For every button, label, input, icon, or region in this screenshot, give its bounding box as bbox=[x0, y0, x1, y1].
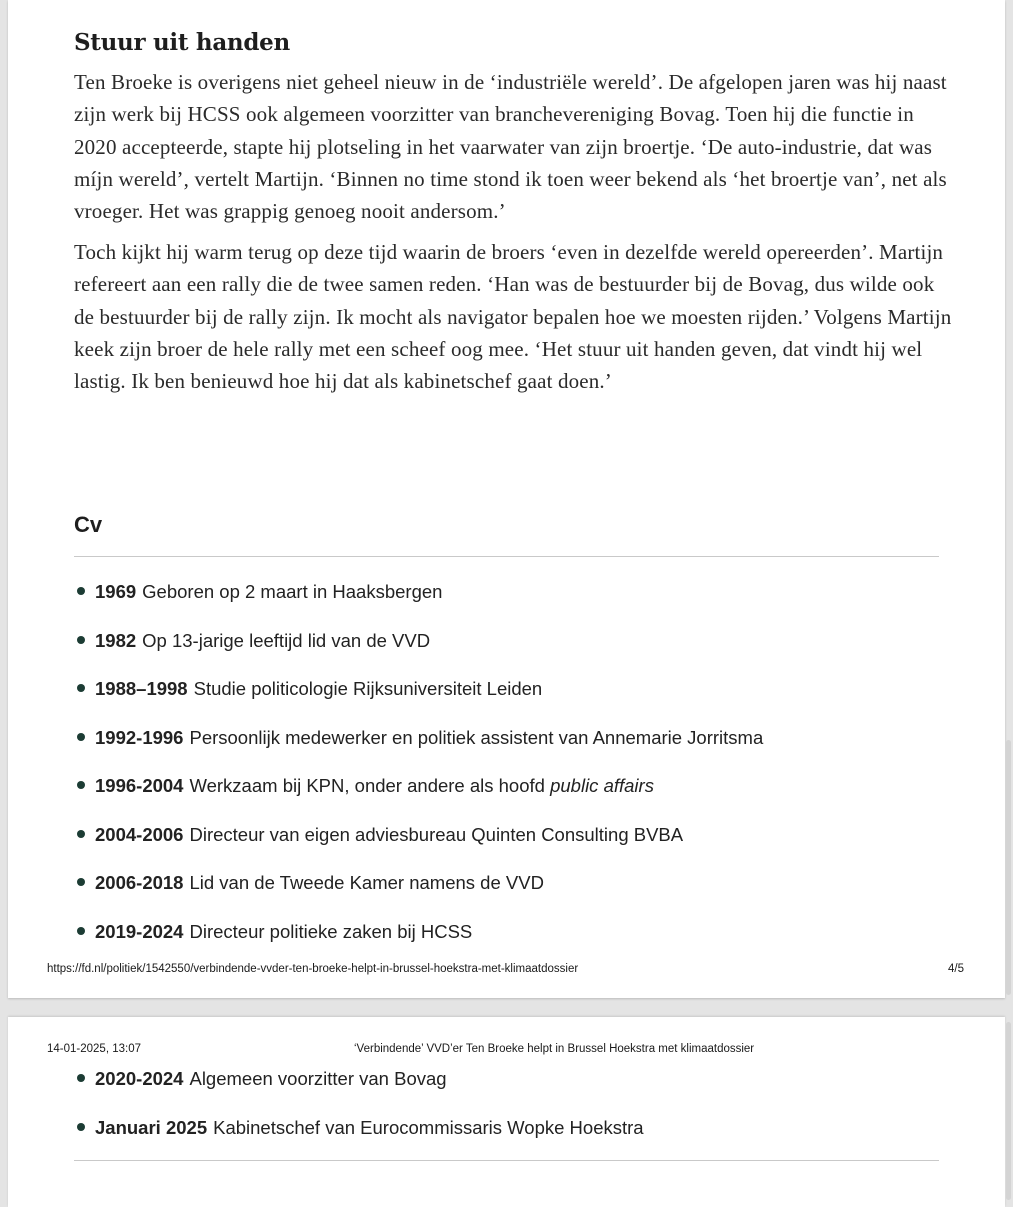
scrollbar-thumb[interactable] bbox=[1006, 1022, 1011, 1200]
cv-item bbox=[74, 769, 763, 818]
pdf-page-4 bbox=[8, 0, 1005, 998]
cv-description: Directeur van eigen adviesbureau Quinten Consulting BVBA bbox=[189, 823, 684, 845]
bullet-icon bbox=[77, 781, 85, 789]
cv-year: 1992-1996 bbox=[95, 726, 184, 748]
cv-end-divider bbox=[74, 1160, 939, 1161]
print-footer-url: https://fd.nl/politiek/1542550/verbindende-vvder-ten-broeke-helpt-in-brussel-hoekstra-met-klimaatdossier bbox=[47, 963, 579, 975]
cv-description: Werkzaam bij KPN, onder andere als hoofd bbox=[189, 775, 551, 796]
print-header-date: 14-01-2025, 13:07 bbox=[47, 1043, 141, 1055]
bullet-icon bbox=[77, 733, 85, 741]
cv-list bbox=[74, 575, 763, 963]
print-header-title: ‘Verbindende’ VVD’er Ten Broeke helpt in Brussel Hoekstra met klimaatdossier bbox=[354, 1043, 755, 1055]
bullet-icon bbox=[77, 1123, 85, 1131]
bullet-icon bbox=[77, 927, 85, 935]
cv-item bbox=[74, 575, 763, 624]
bullet-icon bbox=[77, 684, 85, 692]
cv-description-italic: public affairs bbox=[550, 775, 654, 796]
article-paragraph-2: Toch kijkt hij warm terug op deze tijd waarin de broers ‘even in dezelfde wereld opereerden’. Martijn refereert aan een rally die de twee samen reden. ‘Han was de bestuurder bij de Bovag, dus wilde ook de bestuurder bij de rally zijn. Ik mocht als navigator bepalen hoe we moesten rijden.’ Volgens Martijn keek zijn broer de hele rally met een scheef oog mee. ‘Het stuur uit handen geven, dat vindt hij wel lastig. Ik ben benieuwd hoe hij dat als kabinetschef gaat doen.’ bbox=[74, 240, 952, 394]
bullet-icon bbox=[77, 636, 85, 644]
scrollbar-thumb[interactable] bbox=[1006, 740, 1011, 995]
cv-item bbox=[74, 866, 763, 915]
cv-item bbox=[74, 721, 763, 770]
cv-description: Geboren op 2 maart in Haaksbergen bbox=[142, 581, 443, 602]
article-paragraph-1: Ten Broeke is overigens niet geheel nieuw in de ‘industriële wereld’. De afgelopen jaren was hij naast zijn werk bij HCSS ook algemeen voorzitter van branchevereniging Bovag. Toen hij die functie in 2020 accepteerde, stapte hij plotseling in het vaarwater van zijn broertje. ‘De auto-industrie, dat was míjn wereld’, vertelt Martijn. ‘Binnen no time stond ik toen weer bekend als ‘het broertje van’, net als vroeger. Het was grappig genoeg nooit andersom.’ bbox=[74, 70, 947, 224]
cv-description: Directeur politieke zaken bij HCSS bbox=[189, 920, 473, 942]
cv-item bbox=[74, 1062, 644, 1111]
cv-item bbox=[74, 672, 763, 721]
cv-year: 1982 bbox=[95, 629, 137, 651]
cv-year: 1988–1998 bbox=[95, 678, 188, 699]
pdf-page-5 bbox=[8, 1017, 1005, 1207]
cv-description: Lid van de Tweede Kamer namens de VVD bbox=[189, 872, 544, 893]
cv-divider bbox=[74, 556, 939, 557]
cv-year: 2020-2024 bbox=[95, 1068, 184, 1089]
bullet-icon bbox=[77, 830, 85, 838]
cv-description: Studie politicologie Rijksuniversiteit Leiden bbox=[193, 678, 543, 699]
cv-list-continued bbox=[74, 1062, 644, 1159]
section-heading: Stuur uit handen bbox=[74, 29, 290, 56]
cv-item bbox=[74, 624, 763, 673]
cv-year: 1969 bbox=[95, 581, 137, 602]
cv-description: Kabinetschef van Eurocommissaris Wopke Hoekstra bbox=[213, 1116, 644, 1138]
cv-item bbox=[74, 1111, 644, 1160]
cv-year: Januari 2025 bbox=[95, 1116, 208, 1138]
cv-description: Persoonlijk medewerker en politiek assistent van Annemarie Jorritsma bbox=[189, 726, 764, 748]
cv-item bbox=[74, 915, 763, 964]
cv-description: Algemeen voorzitter van Bovag bbox=[189, 1068, 447, 1089]
cv-heading: Cv bbox=[74, 512, 103, 537]
bullet-icon bbox=[77, 878, 85, 886]
cv-description: Op 13-jarige leeftijd lid van de VVD bbox=[142, 629, 431, 651]
cv-year: 1996-2004 bbox=[95, 775, 184, 796]
cv-item bbox=[74, 818, 763, 867]
bullet-icon bbox=[77, 587, 85, 595]
cv-year: 2004-2006 bbox=[95, 823, 184, 845]
cv-year: 2006-2018 bbox=[95, 872, 184, 893]
cv-year: 2019-2024 bbox=[95, 920, 184, 942]
page-number: 4/5 bbox=[948, 963, 964, 975]
bullet-icon bbox=[77, 1074, 85, 1082]
